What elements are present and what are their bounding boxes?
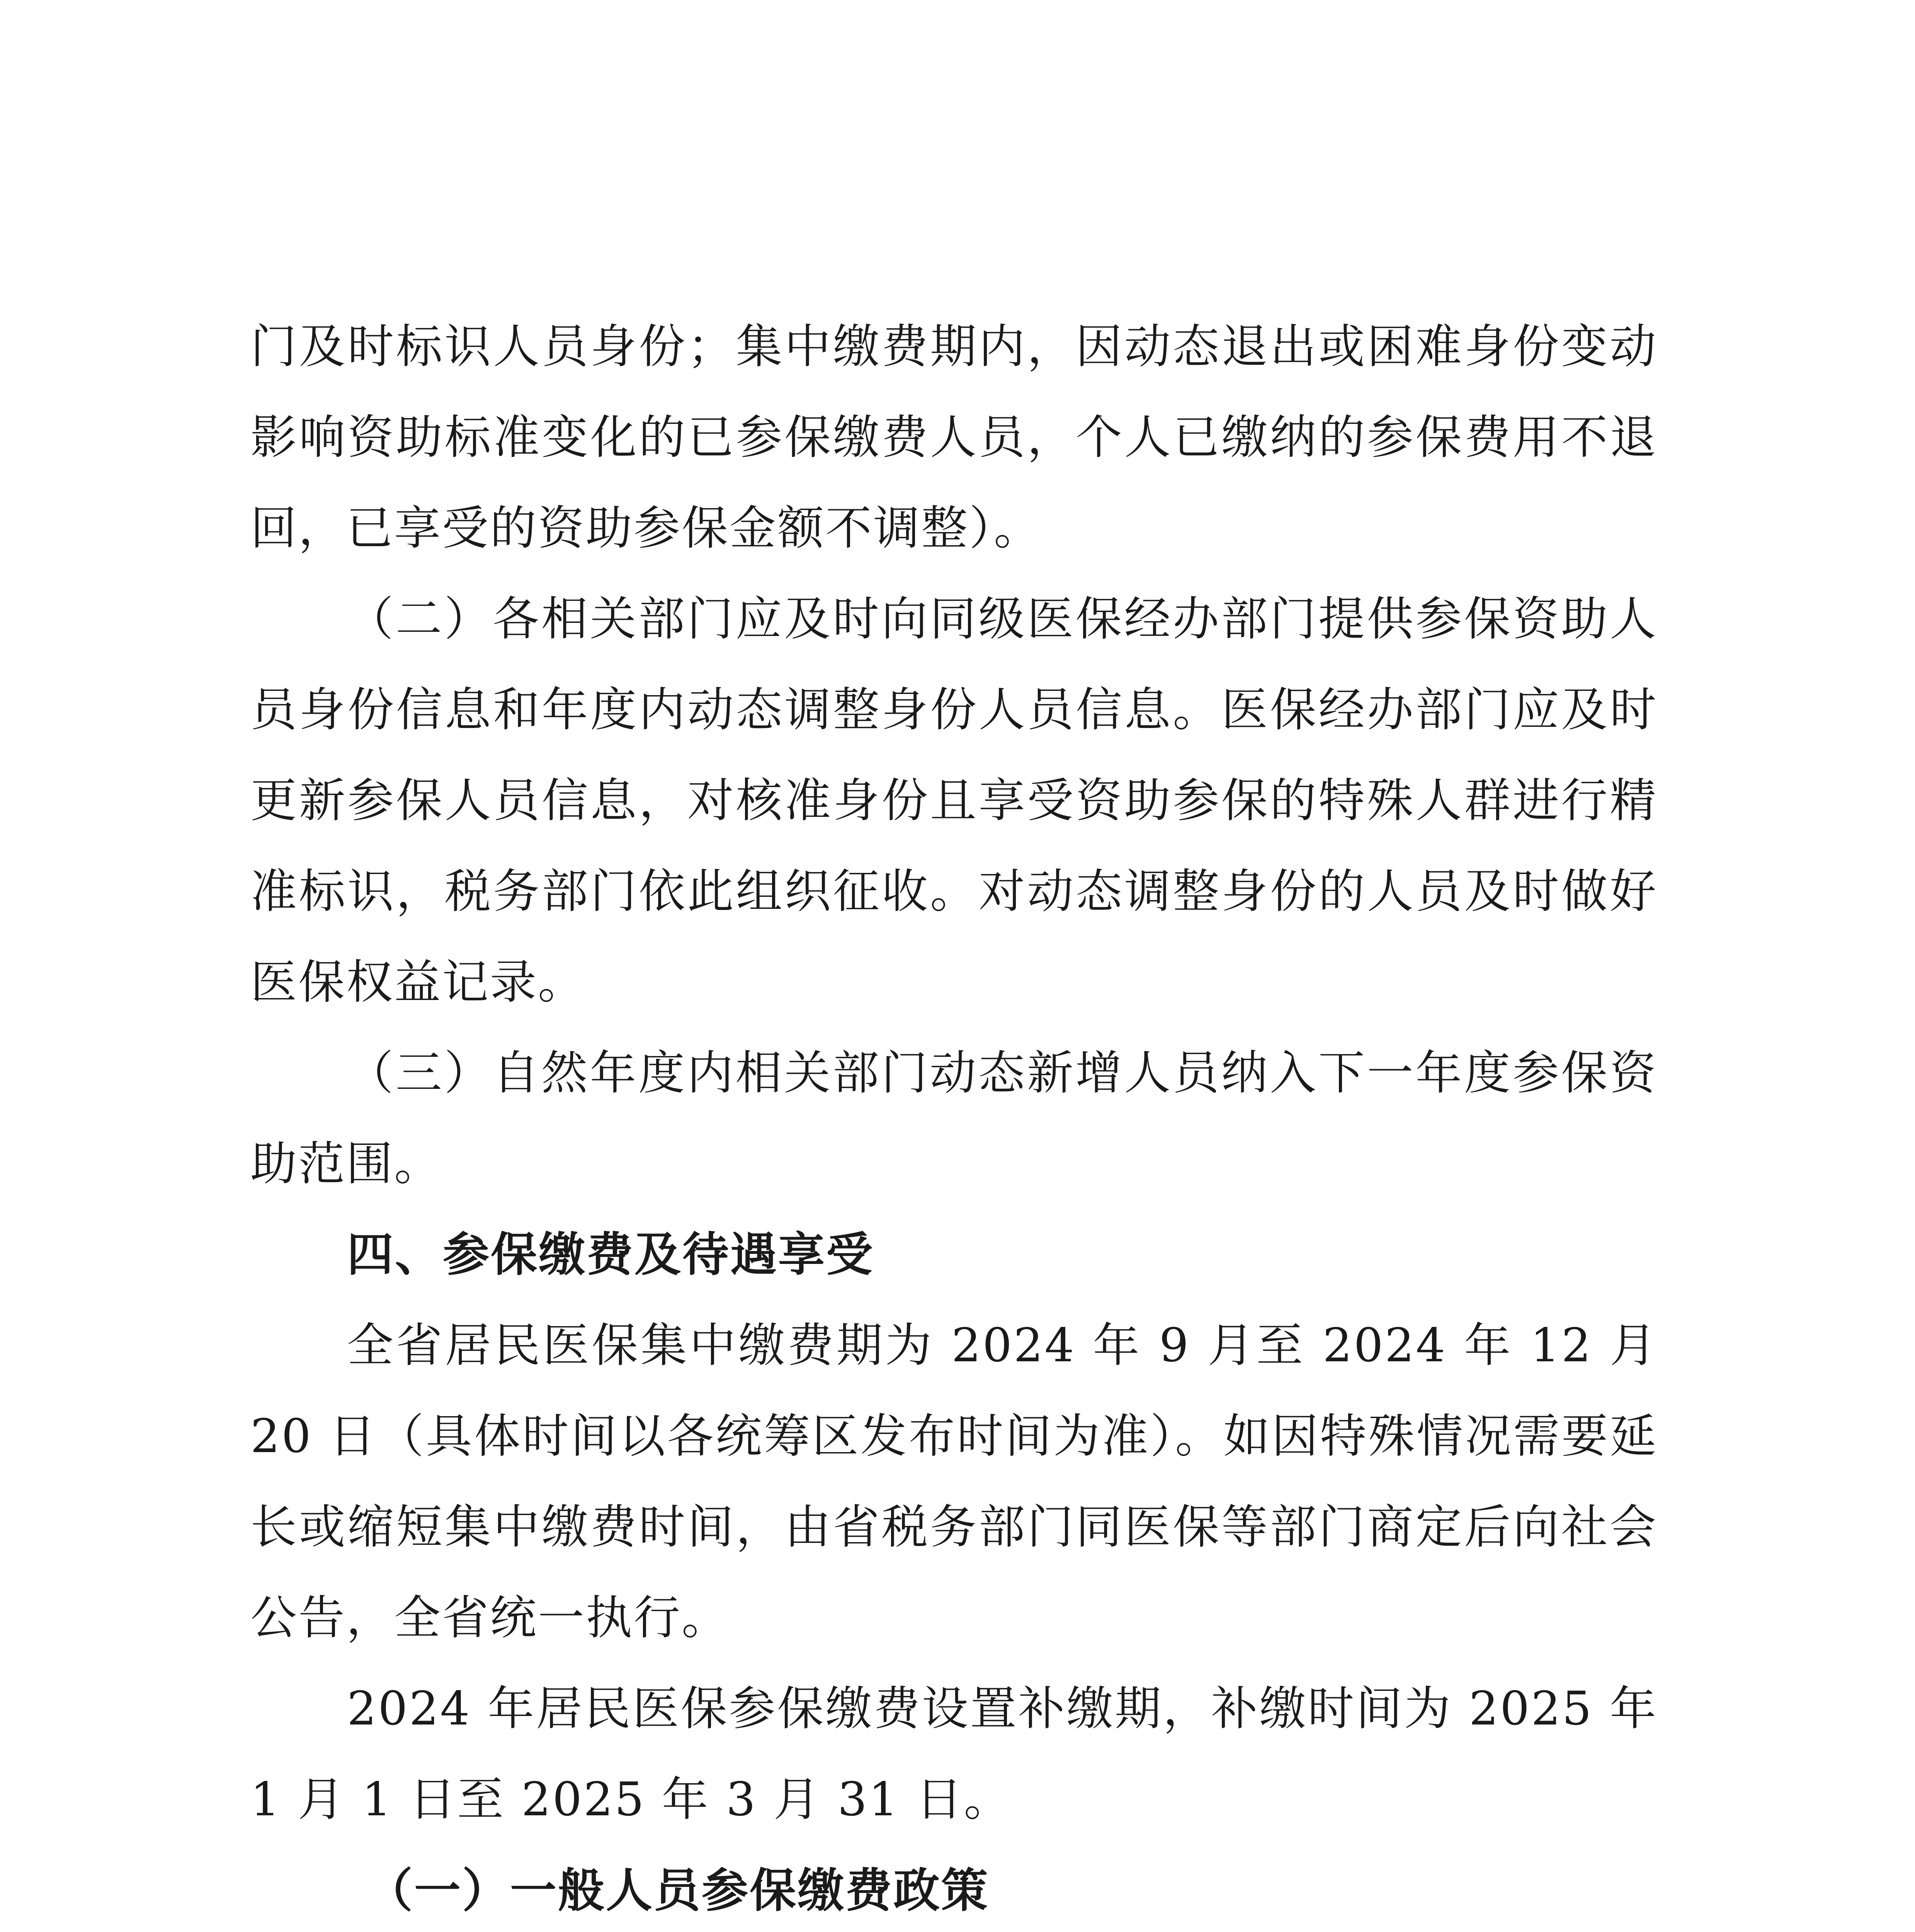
paragraph-supplementary-period: 2024 年居民医保参保缴费设置补缴期，补缴时间为 2025 年 1 月 1 日至 2025 年 3 月 31 日。: [250, 1682, 1658, 1827]
subsection-heading-general: （一）一般人员参保缴费政策: [366, 1863, 989, 1918]
paragraph-section-3: （三）自然年度内相关部门动态新增人员纳入下一年度参保资助范围。: [250, 1046, 1658, 1191]
section-heading-4: 四、参保缴费及待遇享受: [347, 1228, 874, 1282]
body-text: [250, 301, 1658, 1932]
paragraph-section-2: （二）各相关部门应及时向同级医保经办部门提供参保资助人员身份信息和年度内动态调整身份人员信息。医保经办部门应及时更新参保人员信息，对核准身份且享受资助参保的特殊人群进行精准标识，税务部门依此组织征收。对动态调整身份的人员及时做好医保权益记录。: [250, 592, 1658, 1009]
paragraph-payment-period: 全省居民医保集中缴费期为 2024 年 9 月至 2024 年 12 月 20 日（具体时间以各统筹区发布时间为准）。如因特殊情况需要延长或缩短集中缴费时间，由省税务部门同医保等部门商定后向社会公告，全省统一执行。: [250, 1319, 1658, 1645]
paragraph-continuation: 门及时标识人员身份；集中缴费期内，因动态退出或困难身份变动影响资助标准变化的已参保缴费人员，个人已缴纳的参保费用不退回，已享受的资助参保金额不调整）。: [250, 320, 1658, 555]
